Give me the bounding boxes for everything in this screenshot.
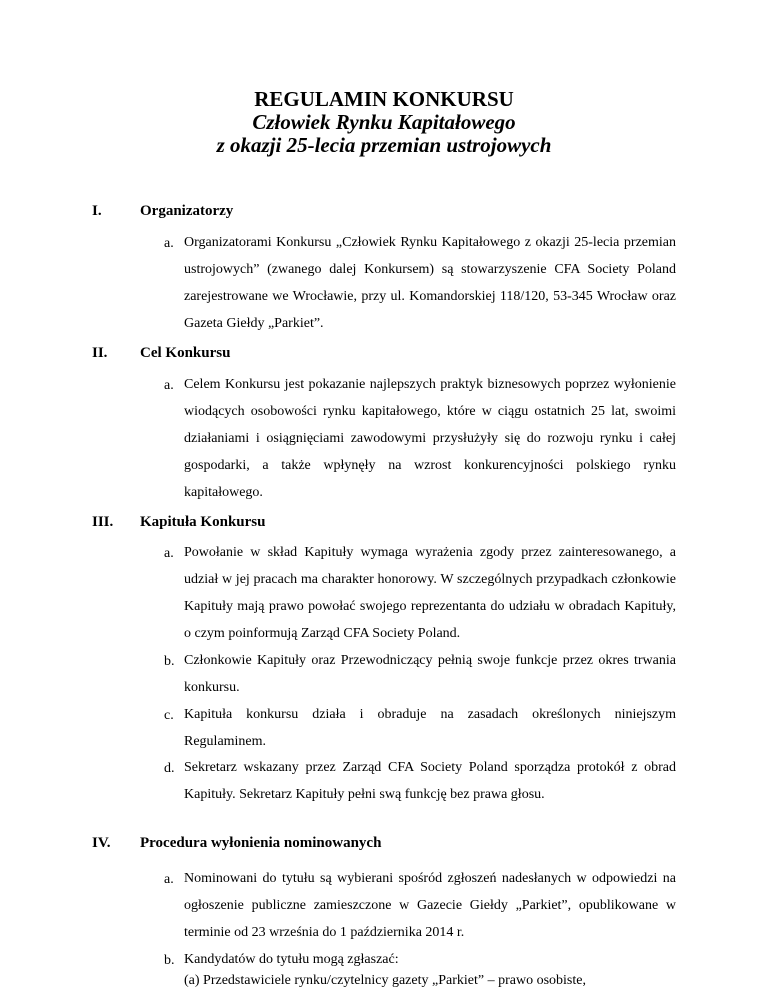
- document-title: REGULAMIN KONKURSU: [254, 87, 514, 111]
- section-number: I.: [92, 203, 102, 219]
- item-text: Organizatorami Konkursu „Człowiek Rynku Kapitałowego z okazji 25-lecia przemian ustrojowych” (zwanego dalej Konkursem) są stowarzyszenie CFA Society Poland zarejestrowane we Wrocławie, przy ul. Komandorskiej 118/120, 53-345 Wrocław oraz Gazeta Giełdy „Parkiet”.: [184, 235, 676, 331]
- item-text: Sekretarz wskazany przez Zarząd CFA Society Poland sporządza protokół z obrad Kapituły. Sekretarz Kapituły pełni swą funkcję bez prawa głosu.: [184, 760, 676, 802]
- item-letter: b.: [164, 953, 175, 968]
- section-number: III.: [92, 514, 114, 530]
- section-number: II.: [92, 345, 108, 361]
- item-letter: a.: [164, 236, 174, 251]
- item-text: Członkowie Kapituły oraz Przewodniczący pełnią swoje funkcje przez okres trwania konkursu.: [184, 653, 676, 695]
- item-letter: b.: [164, 654, 175, 669]
- item-text: Celem Konkursu jest pokazanie najlepszych praktyk biznesowych poprzez wyłonienie wiodących osobowości rynku kapitałowego, które w ciągu ostatnich 25 lat, swoimi działaniami i osiągnięciami zawodowymi przysłużyły się do rozwoju rynku i całej gospodarki, a także wpłynęły na wzrost konkurencyjności polskiego rynku kapitałowego.: [184, 377, 676, 500]
- item-letter: c.: [164, 708, 174, 723]
- document-subtitle-line-2: z okazji 25-lecia przemian ustrojowych: [216, 133, 552, 157]
- item-text: Kandydatów do tytułu mogą zgłaszać:: [184, 952, 399, 967]
- item-letter: d.: [164, 761, 175, 776]
- section-title: Kapituła Konkursu: [140, 514, 266, 530]
- item-text: Nominowani do tytułu są wybierani spośród zgłoszeń nadesłanych w odpowiedzi na ogłoszenie publiczne zamieszczone w Gazecie Giełdy „Parkiet”, opublikowane w terminie od 23 września do 1 października 2014 r.: [184, 871, 676, 940]
- item-letter: a.: [164, 546, 174, 561]
- document-subtitle-line-1: Człowiek Rynku Kapitałowego: [252, 110, 516, 134]
- section-title: Procedura wyłonienia nominowanych: [140, 835, 382, 851]
- item-letter: a.: [164, 872, 174, 887]
- sub-item: (a) Przedstawiciele rynku/czytelnicy gazety „Parkiet” – prawo osobiste,: [184, 973, 586, 988]
- section-title: Organizatorzy: [140, 203, 234, 219]
- item-text-line-1: Kapituła konkursu działa i obraduje na zasadach określonych niniejszym: [184, 707, 676, 722]
- section-title: Cel Konkursu: [140, 345, 231, 361]
- document-header: [0, 88, 768, 157]
- section-number: IV.: [92, 835, 111, 851]
- item-text: Powołanie w skład Kapituły wymaga wyrażenia zgody przez zainteresowanego, a udział w jej pracach ma charakter honorowy. W szczególnych przypadkach członkowie Kapituły mają prawo powołać swojego reprezentanta do udziału w obradach Kapituły, o czym poinformują Zarząd CFA Society Poland.: [184, 545, 676, 641]
- item-text-line-2: Regulaminem.: [184, 734, 267, 749]
- item-letter: a.: [164, 378, 174, 393]
